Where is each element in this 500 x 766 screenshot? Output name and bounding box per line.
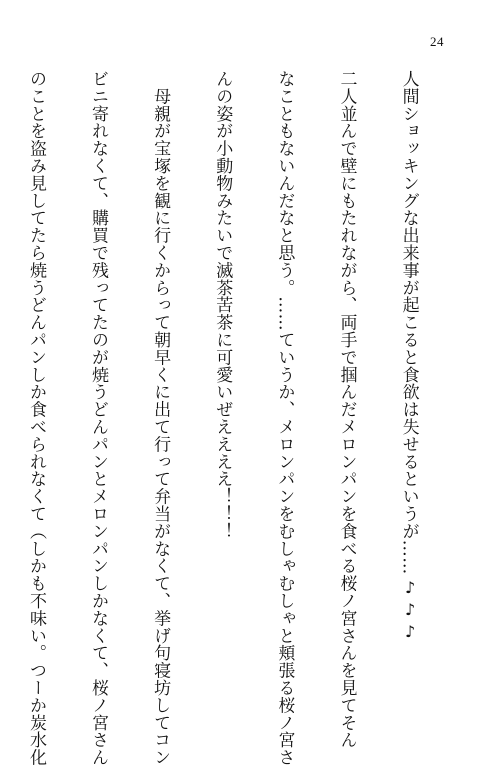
text-line: のことを盗み見してたら焼うどんパンしか食べられなくて（しかも不味い。つーか炭水化 (25, 70, 46, 766)
text-line: 母親が宝塚を観に行くからって朝早くに出て行って弁当がなくて、挙げ句寝坊してコン (150, 70, 171, 766)
text-line: ビニ寄れなくて、購買で残ってたのが焼うどんパンとメロンパンしかなくて、桜ノ宮さん (88, 70, 109, 766)
music-note-icon: ♪ (405, 600, 416, 619)
text-line: 人間ショッキングな出来事が起こると食欲は失せるというが…… (398, 70, 419, 575)
music-note-icon: ♪ (405, 578, 416, 597)
text-line: なこともないんだなと思う。……ていうか、メロンパンをむしゃむしゃと頬張る桜ノ宮さ (274, 70, 295, 766)
text-line: 二人並んで壁にもたれながら、両手で掴んだメロンパンを食べる桜ノ宮さんを見てそん (336, 70, 357, 749)
music-note-icon: ♪ (405, 622, 416, 641)
body-text (0, 70, 460, 766)
text-line: んの姿が小動物みたいで滅茶苦茶に可愛いぜええええ！！！ (212, 70, 233, 540)
page-number: 24 (430, 34, 444, 49)
